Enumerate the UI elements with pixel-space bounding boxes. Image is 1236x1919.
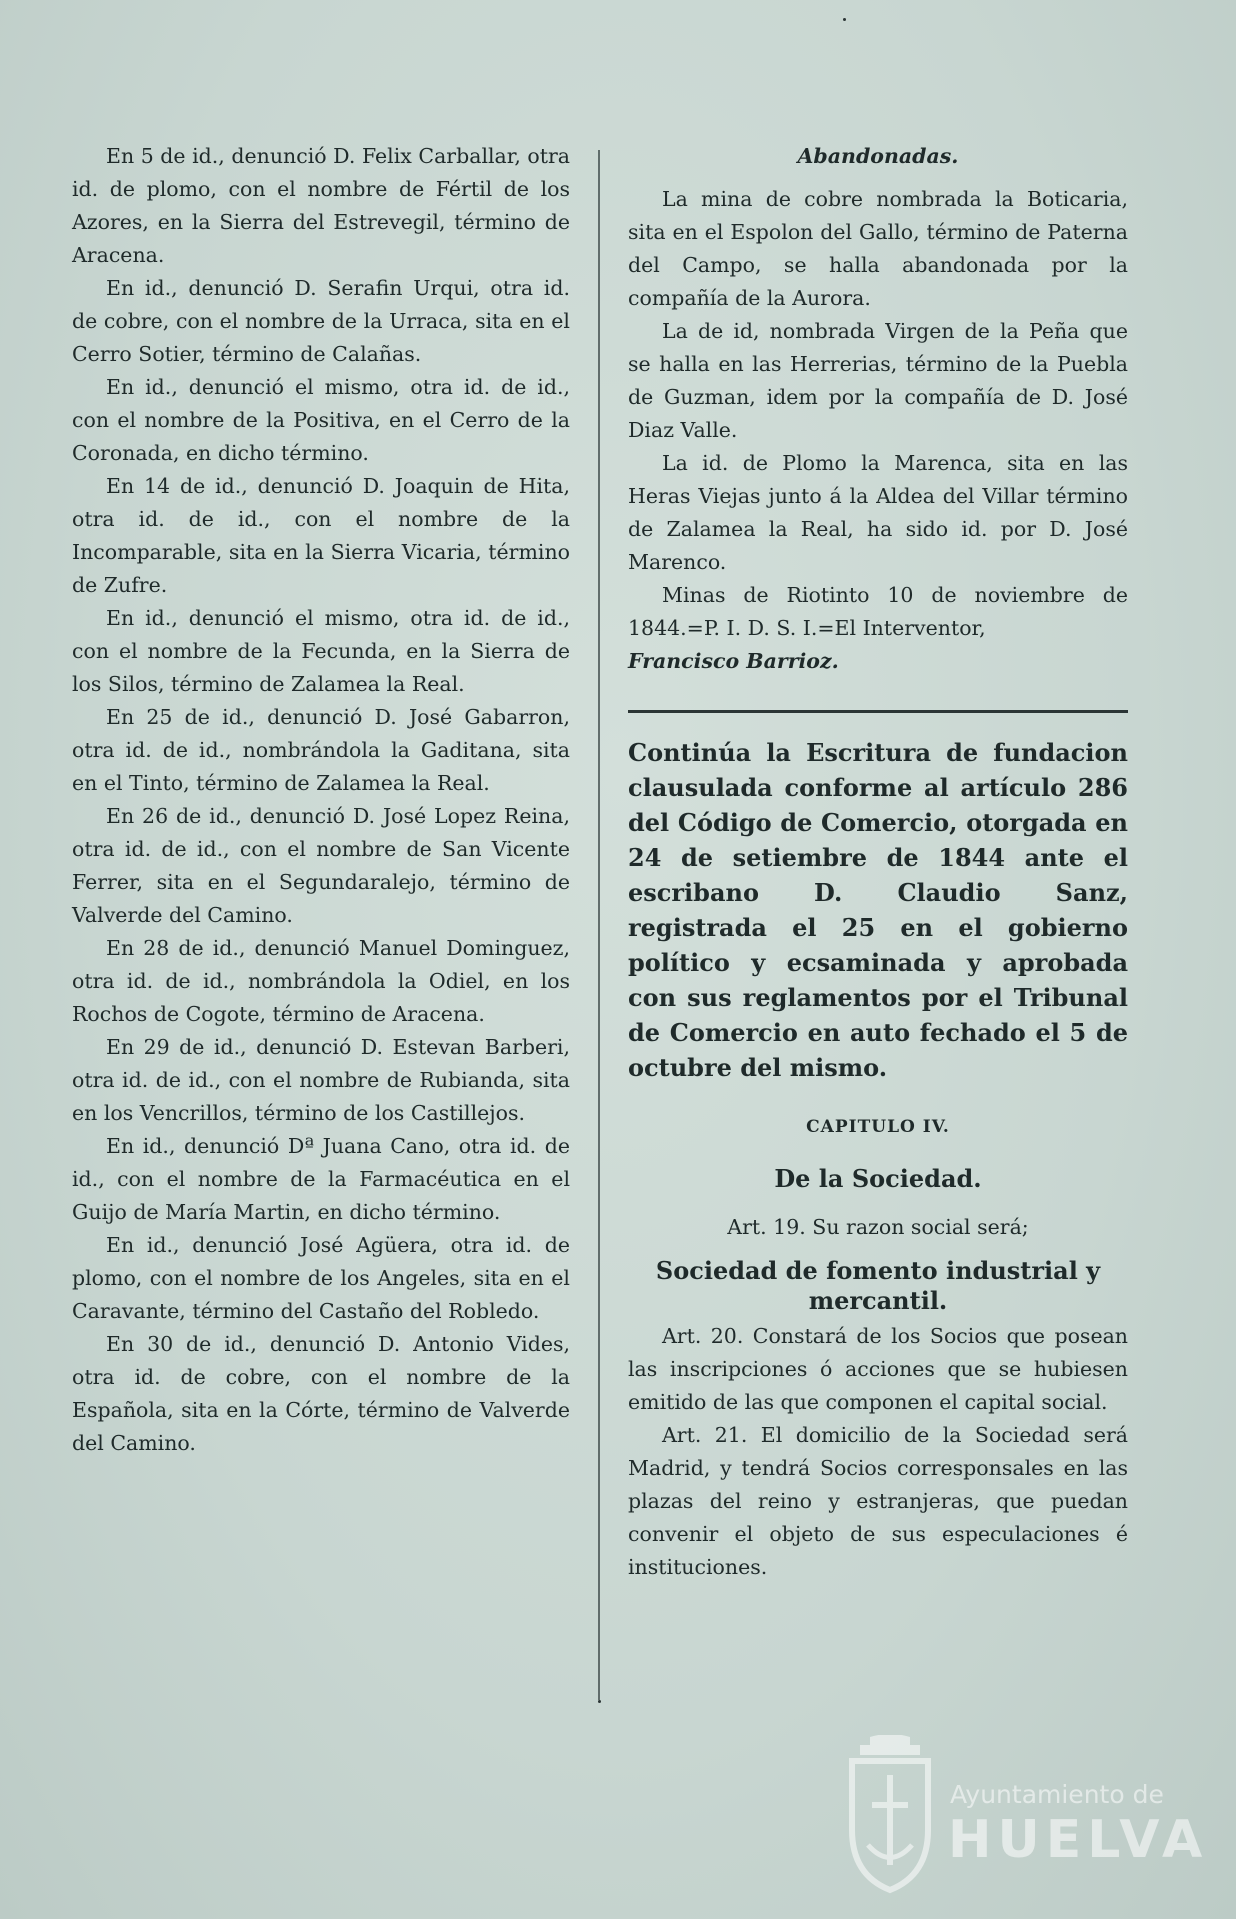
huelva-watermark [840, 1735, 1209, 1895]
left-paragraph-5: En id., denunció el mismo, otra id. de id., con el nombre de la Fecunda, en la Sierra de los Silos, término de Zalamea la Real. [72, 606, 570, 696]
paper-speck [843, 18, 846, 21]
column-divider [598, 150, 600, 1700]
watermark-line-2: HUELVA [948, 1810, 1209, 1870]
left-paragraph-1: En 5 de id., denunció D. Felix Carballar, otra id. de plomo, con el nombre de Fértil de los Azores, en la Sierra del Estrevegil, término de Aracena. [72, 144, 570, 267]
chapter-heading: CAPITULO IV. [806, 1117, 950, 1137]
right-paragraph-4: Minas de Riotinto 10 de noviembre de 1844.=P. I. D. S. I.=El Interventor, [628, 583, 1128, 640]
section-title: De la Sociedad. [774, 1164, 982, 1193]
article-20: Art. 20. Constará de los Socios que posean las inscripciones ó acciones que se hubiesen emitido de las que componen el capital social. [628, 1324, 1128, 1414]
left-paragraph-7: En 26 de id., denunció D. José Lopez Reina, otra id. de id., con el nombre de San Vicente Ferrer, sita en el Segundaralejo, término de Valverde del Camino. [72, 804, 570, 927]
article-19: Art. 19. Su razon social será; [727, 1215, 1029, 1239]
left-paragraph-9: En 29 de id., denunció D. Estevan Barberi, otra id. de id., con el nombre de Rubianda, sita en los Vencrillos, término de los Castillejos. [72, 1035, 570, 1125]
left-paragraph-12: En 30 de id., denunció D. Antonio Vides, otra id. de cobre, con el nombre de la Española, sita en la Córte, término de Valverde del Camino. [72, 1332, 570, 1455]
left-column [72, 140, 570, 1460]
article-21: Art. 21. El domicilio de la Sociedad será Madrid, y tendrá Socios corresponsales en las plazas del reino y estranjeras, que puedan convenir el objeto de sus especulaciones é instituciones. [628, 1423, 1128, 1579]
signoff-name: Francisco Barrioz. [628, 649, 839, 673]
abandoned-heading: Abandonadas. [797, 144, 959, 168]
left-paragraph-6: En 25 de id., denunció D. José Gabarron, otra id. de id., nombrándola la Gaditana, sita en el Tinto, término de Zalamea la Real. [72, 705, 570, 795]
left-paragraph-8: En 28 de id., denunció Manuel Dominguez, otra id. de id., nombrándola la Odiel, en los Rochos de Cogote, término de Aracena. [72, 936, 570, 1026]
left-paragraph-2: En id., denunció D. Serafin Urqui, otra id. de cobre, con el nombre de la Urraca, sita en el Cerro Sotier, término de Calañas. [72, 276, 570, 366]
left-paragraph-10: En id., denunció Dª Juana Cano, otra id. de id., con el nombre de la Farmacéutica en el Guijo de María Martin, en dicho término. [72, 1134, 570, 1224]
left-paragraph-11: En id., denunció José Agüera, otra id. de plomo, con el nombre de los Angeles, sita en el Caravante, término del Castaño del Robledo. [72, 1233, 570, 1323]
section-divider [628, 710, 1128, 713]
coat-of-arms-icon [840, 1735, 940, 1895]
deed-title-block: Continúa la Escritura de fundacion clausulada conforme al artículo 286 del Código de Comercio, otorgada en 24 de setiembre de 1844 ante el escribano D. Claudio Sanz, registrada el 25 en el gobierno político y ecsaminada y aprobada con sus reglamentos por el Tribunal de Comercio en auto fechado el 5 de octubre del mismo. [628, 738, 1128, 1082]
paper-speck [598, 1700, 601, 1703]
left-paragraph-4: En 14 de id., denunció D. Joaquin de Hita, otra id. de id., con el nombre de la Incomparable, sita en la Sierra Vicaria, término de Zufre. [72, 474, 570, 597]
right-column [628, 140, 1128, 1584]
right-paragraph-1: La mina de cobre nombrada la Boticaria, sita en el Espolon del Gallo, término de Paterna del Campo, se halla abandonada por la compañía de la Aurora. [628, 187, 1128, 310]
watermark-line-1: Ayuntamiento de [950, 1780, 1164, 1809]
right-paragraph-2: La de id, nombrada Virgen de la Peña que se halla en las Herrerias, término de la Puebla de Guzman, idem por la compañía de D. José Diaz Valle. [628, 319, 1128, 442]
company-name: Sociedad de fomento industrial y mercantil. [655, 1256, 1101, 1315]
right-paragraph-3: La id. de Plomo la Marenca, sita en las Heras Viejas junto á la Aldea del Villar término de Zalamea la Real, ha sido id. por D. José Marenco. [628, 451, 1128, 574]
left-paragraph-3: En id., denunció el mismo, otra id. de id., con el nombre de la Positiva, en el Cerro de la Coronada, en dicho término. [72, 375, 570, 465]
